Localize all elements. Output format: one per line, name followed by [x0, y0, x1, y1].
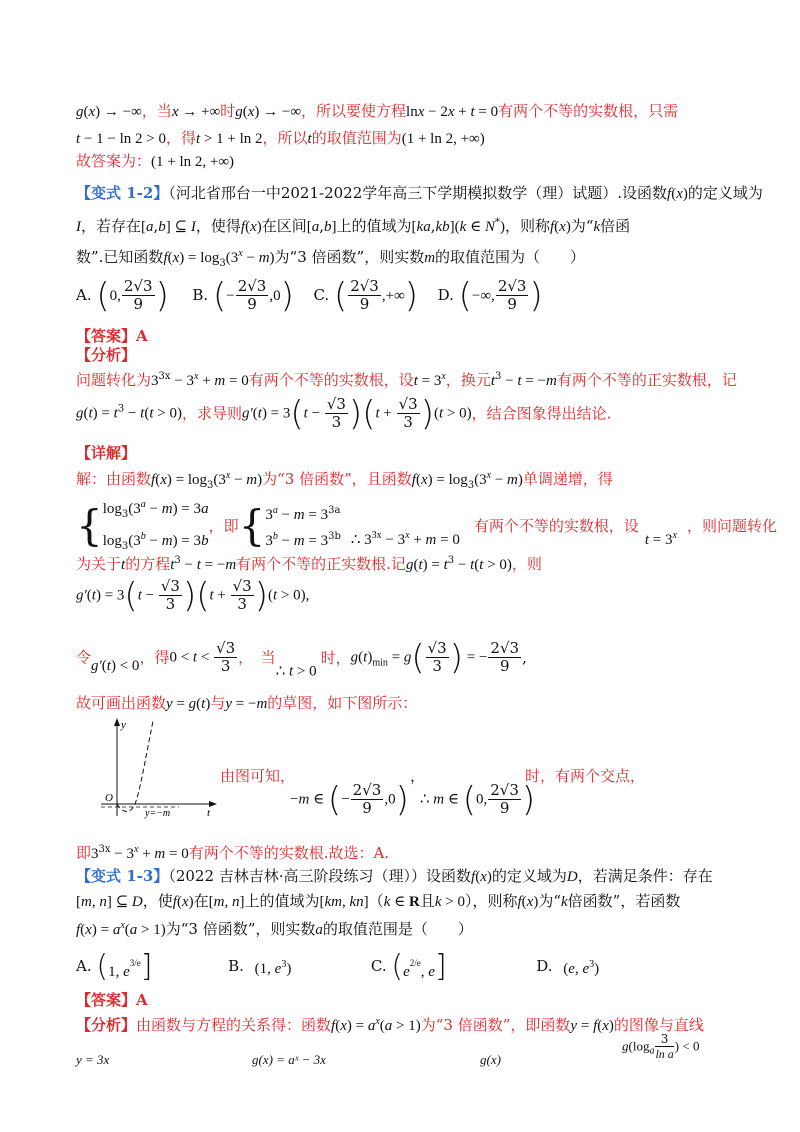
detail-line-4: 令g′(t) < 0，得0 < t < $\frac{√3}{3}$ ， 当∴ t > 0时，$g(t)_{min} = g$( $\frac{√3}{3}$ ) = − $\frac{2√3}{9}$ , — [76, 637, 527, 680]
variant-1-3-options — [76, 950, 599, 990]
detail-derivative: g′(t) = 3(t − $\frac{√3}{3}$ )(t + $\frac{√3}{3}$ )(t > 0), — [76, 575, 310, 616]
variant-1-3-line-2: [m, n] ⊆ D，使f(x)在[m, n]上的值域为[km, kn]（k ∈ R且k > 0），则称f(x)为“k倍函数”，若函数 — [76, 892, 681, 910]
line-2: t − 1 − ln 2 > 0，得t > 1 + ln 2，所以t的取值范围为(1 + ln 2, +∞) — [76, 129, 485, 147]
line-label: y=−m — [145, 808, 171, 819]
variant-1-2-line-1: 【变式 1-2】（河北省邢台一中2021-2022学年高三下学期模拟数学（理）试题）.设函数f(x)的定义域为 — [76, 184, 763, 202]
detail-line-6b: −m ∈ (− $\frac{2√3}{9}$ ,0) — [290, 779, 409, 820]
option-c[interactable]: C. ( $\frac{2√3}{9}$ ,+∞) — [313, 275, 419, 316]
detail-line-6e: 时，有两个交点， — [525, 767, 646, 785]
variant-1-2-line-2: I，若存在[a,b] ⊆ I，使得f(x)在区间[a,b]上的值域为[ka,kb](k ∈ N*)，则称f(x)为“k倍函 — [76, 217, 631, 235]
detail-line-5: 故可画出函数y = g(t)与y = −m的草图，如下图所示： — [76, 694, 418, 712]
analysis-tag-1-2: 【分析】 — [76, 346, 137, 364]
variant-1-2-options — [76, 275, 543, 320]
x-label: t — [207, 807, 211, 819]
answer-line: 故答案为：(1 + ln 2, +∞) — [76, 152, 235, 170]
variant-1-2-tag: 【变式 1-2】 — [76, 184, 169, 202]
function-sketch — [95, 716, 220, 820]
detail-line-6c: ， — [410, 767, 426, 785]
option-d-1-3[interactable]: D. (e, $e^3$) — [536, 957, 600, 977]
variant-1-2-line-3: 数”.已知函数$f(x) = \log_3(3^x - m)$为“3 倍函数”，则实数m的取值范围为（ ） — [76, 248, 586, 269]
variant-1-3-line-3: $f(x) = a^x(a > 1)$为“3 倍函数”，则实数a的取值范围是（ ） — [76, 920, 473, 938]
variant-1-3-tag: 【变式 1-3】 — [76, 867, 169, 885]
detail-tag-1-2: 【详解】 — [76, 444, 137, 462]
analysis-1-3: 【分析】由函数与方程的关系得：函数$f(x) = a^x(a > 1)$为“3 倍函数”，即函数y = f(x)的图像与直线 — [76, 1016, 704, 1034]
x-axis-arrow — [209, 801, 217, 807]
answer-1-3: 【答案】A — [76, 991, 148, 1009]
bottom-formula-3: g(x) — [480, 1052, 501, 1067]
line-1: g(x) → −∞，当x → +∞时g(x) → −∞，所以要使方程lnx − 2x + t = 0有两个不等的实数根，只需 — [76, 102, 679, 120]
option-a[interactable]: A. (0, $\frac{2√3}{9}$ ) — [76, 275, 169, 316]
detail-line-6d: ∴ m ∈ (0, $\frac{2√3}{9}$ ) — [420, 779, 536, 820]
analysis-line-2: $g(t) = t^3 - t(t > 0)$，求导则g′(t) = 3(t − $\frac{√3}{3}$ )(t + $\frac{√3}{3}$ )(t > 0)，结合图象得出结论. — [76, 393, 612, 434]
detail-line-3: 为关于t的方程$t^3 - t = -m$有两个不等的正实数根.记$g(t) = t^3 - t(t > 0)$，则 — [76, 555, 542, 573]
bottom-formula-4: $g(\log_a$ $\frac{3}{\text{ln a}}$ ) < 0 — [622, 1032, 700, 1061]
analysis-line-1: 问题转化为$3^{3x} - 3^x + m = 0$有两个不等的实数根，设$t = 3^x$，换元$t^3 - t = -m$有两个不等的正实数根，记 — [76, 371, 737, 389]
variant-1-3-line-1: 【变式 1-3】（2022 吉林吉林·高三阶段练习（理））设函数f(x)的定义域为D，若满足条件：存在 — [76, 867, 713, 885]
curve-g — [117, 721, 153, 812]
origin-label: O — [105, 792, 113, 804]
option-c-1-3[interactable]: C. ($e^{2/e}$, e] — [370, 949, 447, 984]
detail-line-2: { $\log_3(3^a - m) = 3a$ $\log_3(3^b - m) = 3b$ ，即{ $3^a - m = 3^{3a}$ $3^b - m = 3^{3b}$ ∴ $3^{3x} - 3^x + m = 0$有两个不等的实数根，设$t = 3^x$，则问题转化 — [76, 499, 777, 552]
detail-line-1: 解：由函数$f(x) = \log_3(3^x - m)$为“3 倍函数”，且函数$f(x) = \log_3(3^x - m)$单调递增，得 — [76, 470, 613, 491]
y-label: y — [121, 719, 126, 731]
option-b[interactable]: B. (− $\frac{2√3}{9}$ ,0) — [192, 275, 294, 316]
bottom-formula-2: g(x) = aˣ − 3x — [252, 1052, 326, 1067]
answer-1-2: 【答案】A — [76, 327, 148, 345]
y-axis-arrow — [114, 718, 120, 726]
bottom-formula-1: y = 3x — [76, 1052, 110, 1067]
option-d[interactable]: D. (−∞, $\frac{2√3}{9}$ ) — [437, 275, 543, 316]
option-a-1-3[interactable]: A. (1, $e^{3/e}$] — [76, 949, 153, 984]
detail-line-6a: 由图可知， — [220, 767, 296, 785]
option-b-1-3[interactable]: B. (1, $e^3$) — [228, 957, 292, 977]
detail-line-7: 即$3^{3x} - 3^x + m = 0$有两个不等的实数根.故选：A. — [76, 844, 390, 862]
